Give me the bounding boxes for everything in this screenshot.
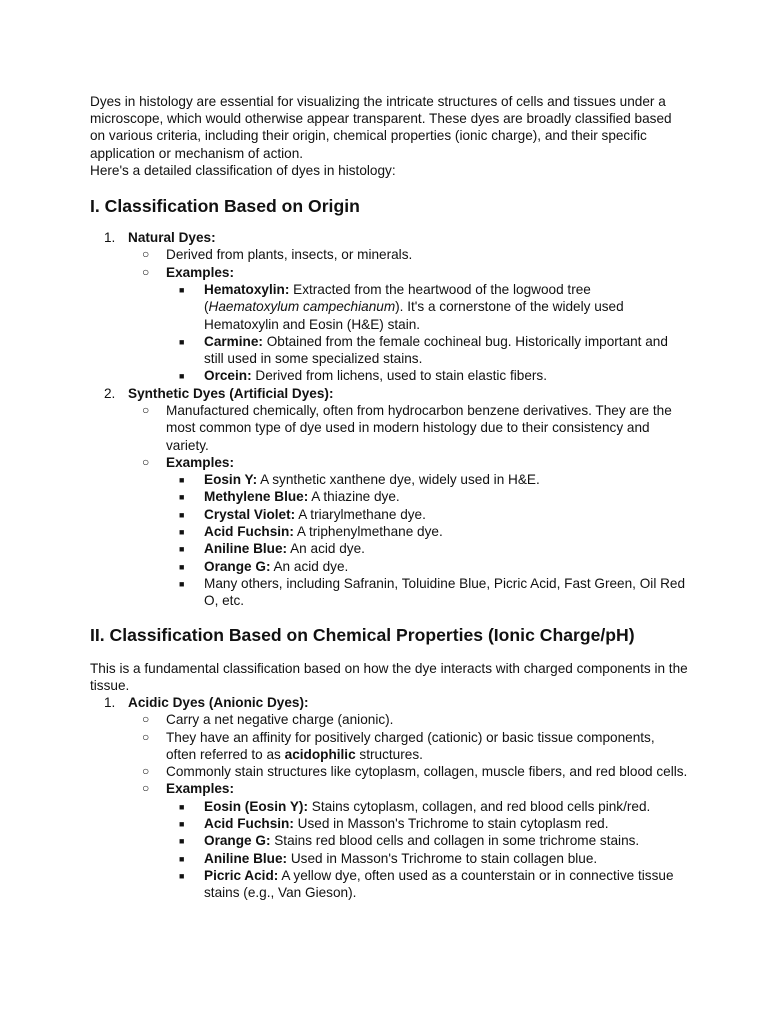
item-text: Many others, including Safranin, Toluidine Blue, Picric Acid, Fast Green, Oil Red O, etc. [204, 575, 686, 609]
list-item [128, 711, 688, 728]
section-intro: This is a fundamental classification based on how the dye interacts with charged components in the tissue. [90, 660, 688, 693]
square-bullet-icon: ■ [179, 578, 185, 589]
list-item [166, 575, 688, 610]
item-text: Commonly stain structures like cytoplasm, collagen, muscle fibers, and red blood cells. [166, 764, 688, 780]
list-item-synthetic-dyes [90, 385, 688, 610]
list-item [166, 333, 688, 368]
circle-bullet-icon: ○ [142, 247, 150, 262]
circle-bullet-icon: ○ [142, 712, 150, 727]
natural-examples-list [166, 281, 688, 385]
circle-bullet-icon: ○ [142, 402, 150, 417]
circle-bullet-icon: ○ [142, 729, 150, 744]
scientific-name: Haematoxylum campechianum [208, 299, 396, 315]
square-bullet-icon: ■ [179, 801, 185, 812]
dye-name: Picric Acid: [204, 867, 279, 883]
dye-description: An acid dye. [287, 541, 365, 557]
square-bullet-icon: ■ [179, 475, 185, 486]
list-item [166, 540, 688, 557]
dye-description: A yellow dye, often used as a counterstain or in connective tissue stains (e.g., Van Gieson). [204, 867, 674, 901]
list-item [166, 815, 688, 832]
acidic-examples-list [166, 798, 688, 902]
dye-name: Eosin Y: [204, 472, 258, 488]
natural-sublist [128, 246, 688, 384]
acidic-sublist [128, 711, 688, 901]
list-item [128, 763, 688, 780]
item-text: They have an affinity for positively charged (cationic) or basic tissue components, often referred to as [166, 729, 655, 762]
list-item [166, 832, 688, 849]
item-text: Manufactured chemically, often from hydrocarbon benzene derivatives. They are the most common type of dye used in modern histology due to their consistency and variety. [166, 402, 672, 453]
dye-name: Acid Fuchsin: [204, 816, 294, 832]
list-item [166, 488, 688, 505]
square-bullet-icon: ■ [179, 836, 185, 847]
item-label: Natural Dyes: [128, 230, 216, 246]
dye-name: Aniline Blue: [204, 541, 288, 557]
dye-name: Eosin (Eosin Y): [204, 798, 308, 814]
dye-description: ). It's a cornerstone of the widely used Hematoxylin and Eosin (H&E) stain. [204, 299, 624, 332]
item-label: Acidic Dyes (Anionic Dyes): [128, 694, 309, 710]
list-item [166, 850, 688, 867]
dye-description: A triphenylmethane dye. [293, 524, 443, 540]
intro-paragraph: Dyes in histology are essential for visualizing the intricate structures of cells and tissues under a microscope, which would otherwise appear transparent. These dyes are broadly classified based on various criteria, including their origin, chemical properties (ionic charge), and their specific application or mechanism of action. [90, 94, 672, 161]
dye-description: Obtained from the female cochineal bug. Historically important and still used in some specialized stains. [204, 333, 668, 367]
circle-bullet-icon: ○ [142, 454, 150, 469]
square-bullet-icon: ■ [179, 509, 185, 520]
dye-description: A thiazine dye. [308, 489, 400, 505]
dye-description: Used in Masson's Trichrome to stain collagen blue. [287, 850, 598, 866]
list-item-natural-dyes [90, 229, 688, 385]
list-item [166, 367, 688, 384]
item-text: structures. [355, 746, 423, 762]
dye-name: Aniline Blue: [204, 850, 288, 866]
list-number: 2. [104, 385, 116, 401]
dye-description: A triarylmethane dye. [295, 506, 426, 522]
dye-description: Stains red blood cells and collagen in some trichrome stains. [270, 833, 640, 849]
square-bullet-icon: ■ [179, 336, 185, 347]
square-bullet-icon: ■ [179, 544, 185, 555]
examples-label: Examples: [166, 781, 235, 797]
square-bullet-icon: ■ [179, 492, 185, 503]
item-text: Carry a net negative charge (anionic). [166, 712, 394, 728]
list-item [128, 729, 688, 764]
list-item [128, 246, 688, 263]
examples-label: Examples: [166, 264, 235, 280]
item-label: Synthetic Dyes (Artificial Dyes): [128, 385, 334, 401]
synthetic-examples-list [166, 471, 688, 609]
dye-description: Used in Masson's Trichrome to stain cytoplasm red. [293, 816, 609, 832]
intro-lead-in: Here's a detailed classification of dyes in histology: [90, 162, 396, 178]
list-item [128, 780, 688, 901]
dye-description: An acid dye. [270, 558, 349, 574]
list-item [166, 798, 688, 815]
examples-label: Examples: [166, 454, 235, 470]
emphasized-term: acidophilic [284, 746, 356, 762]
origin-list [90, 229, 688, 610]
section-heading-chemical: II. Classification Based on Chemical Properties (Ionic Charge/pH) [90, 624, 635, 645]
circle-bullet-icon: ○ [142, 781, 150, 796]
list-item [128, 454, 688, 610]
dye-name: Acid Fuchsin: [204, 524, 294, 540]
dye-description: A synthetic xanthene dye, widely used in H&E. [257, 472, 540, 488]
list-item [166, 867, 688, 902]
list-item [166, 281, 688, 333]
dye-name: Orange G: [204, 558, 271, 574]
list-item [166, 506, 688, 523]
list-item [128, 264, 688, 385]
square-bullet-icon: ■ [179, 371, 185, 382]
circle-bullet-icon: ○ [142, 264, 150, 279]
square-bullet-icon: ■ [179, 284, 185, 295]
square-bullet-icon: ■ [179, 527, 185, 538]
synthetic-sublist [128, 402, 688, 610]
chemical-list [90, 694, 688, 902]
square-bullet-icon: ■ [179, 853, 185, 864]
item-text: Derived from plants, insects, or minerals. [166, 247, 413, 263]
list-item [166, 523, 688, 540]
dye-name: Hematoxylin: [204, 281, 290, 297]
list-item-acidic-dyes [90, 694, 688, 902]
dye-name: Orcein: [204, 368, 252, 384]
dye-name: Orange G: [204, 833, 271, 849]
dye-description: Stains cytoplasm, collagen, and red blood cells pink/red. [307, 798, 651, 814]
list-item [166, 558, 688, 575]
section-heading-origin: I. Classification Based on Origin [90, 196, 360, 217]
list-item [128, 402, 688, 454]
dye-name: Crystal Violet: [204, 506, 296, 522]
square-bullet-icon: ■ [179, 561, 185, 572]
dye-description: Derived from lichens, used to stain elastic fibers. [251, 368, 548, 384]
dye-name: Carmine: [204, 333, 263, 349]
list-number: 1. [104, 230, 116, 246]
square-bullet-icon: ■ [179, 819, 185, 830]
list-item [166, 471, 688, 488]
list-number: 1. [104, 694, 116, 710]
dye-name: Methylene Blue: [204, 489, 309, 505]
circle-bullet-icon: ○ [142, 764, 150, 779]
square-bullet-icon: ■ [179, 870, 185, 881]
dye-description: Extracted from the heartwood of the logwood tree ( [204, 281, 591, 315]
